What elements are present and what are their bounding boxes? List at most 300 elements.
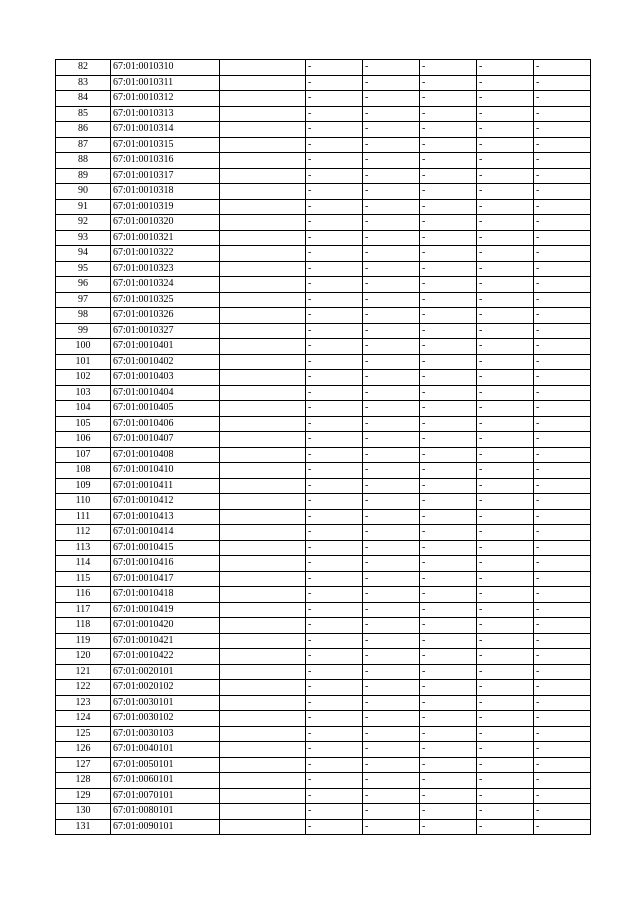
cadastral-number-cell: 67:01:0070101 [111,788,220,804]
row-number-cell: 106 [56,432,111,448]
table-row [56,215,591,231]
value-cell-1: - [306,106,363,122]
table-row [56,261,591,277]
value-cell-2: - [363,401,420,417]
blank-cell [220,819,306,835]
value-cell-4: - [477,323,534,339]
value-cell-4: - [477,339,534,355]
table-row [56,199,591,215]
value-cell-4: - [477,199,534,215]
row-number-cell: 121 [56,664,111,680]
value-cell-2: - [363,354,420,370]
value-cell-4: - [477,261,534,277]
blank-cell [220,91,306,107]
value-cell-1: - [306,788,363,804]
value-cell-5: - [534,215,591,231]
table-row [56,60,591,76]
table-row [56,556,591,572]
value-cell-1: - [306,323,363,339]
value-cell-2: - [363,540,420,556]
value-cell-2: - [363,168,420,184]
value-cell-5: - [534,664,591,680]
value-cell-4: - [477,788,534,804]
blank-cell [220,711,306,727]
cadastral-number-cell: 67:01:0010314 [111,122,220,138]
value-cell-4: - [477,184,534,200]
cadastral-number-cell: 67:01:0010419 [111,602,220,618]
table-row [56,370,591,386]
value-cell-2: - [363,695,420,711]
value-cell-4: - [477,494,534,510]
value-cell-5: - [534,199,591,215]
value-cell-5: - [534,602,591,618]
row-number-cell: 98 [56,308,111,324]
blank-cell [220,494,306,510]
table-row [56,602,591,618]
cadastral-number-cell: 67:01:0010313 [111,106,220,122]
table-row [56,292,591,308]
value-cell-2: - [363,106,420,122]
blank-cell [220,463,306,479]
value-cell-2: - [363,277,420,293]
value-cell-3: - [420,804,477,820]
blank-cell [220,742,306,758]
value-cell-5: - [534,323,591,339]
table-row [56,680,591,696]
value-cell-2: - [363,137,420,153]
value-cell-3: - [420,60,477,76]
table-row [56,711,591,727]
value-cell-1: - [306,664,363,680]
value-cell-5: - [534,292,591,308]
row-number-cell: 86 [56,122,111,138]
cadastral-number-cell: 67:01:0010410 [111,463,220,479]
value-cell-5: - [534,695,591,711]
table-row [56,308,591,324]
value-cell-2: - [363,788,420,804]
row-number-cell: 123 [56,695,111,711]
row-number-cell: 103 [56,385,111,401]
value-cell-3: - [420,478,477,494]
cadastral-number-cell: 67:01:0020101 [111,664,220,680]
cadastral-number-cell: 67:01:0010318 [111,184,220,200]
row-number-cell: 101 [56,354,111,370]
value-cell-5: - [534,525,591,541]
value-cell-2: - [363,757,420,773]
value-cell-1: - [306,695,363,711]
blank-cell [220,587,306,603]
row-number-cell: 97 [56,292,111,308]
value-cell-1: - [306,60,363,76]
value-cell-5: - [534,246,591,262]
value-cell-2: - [363,184,420,200]
table-row [56,416,591,432]
value-cell-2: - [363,602,420,618]
blank-cell [220,122,306,138]
value-cell-2: - [363,742,420,758]
table-row [56,385,591,401]
blank-cell [220,385,306,401]
row-number-cell: 128 [56,773,111,789]
value-cell-5: - [534,261,591,277]
cadastral-table [55,59,591,835]
cadastral-number-cell: 67:01:0010324 [111,277,220,293]
cadastral-number-cell: 67:01:0010406 [111,416,220,432]
value-cell-4: - [477,354,534,370]
table-row [56,168,591,184]
value-cell-5: - [534,153,591,169]
value-cell-2: - [363,75,420,91]
value-cell-5: - [534,618,591,634]
row-number-cell: 102 [56,370,111,386]
table-row [56,153,591,169]
value-cell-1: - [306,153,363,169]
row-number-cell: 109 [56,478,111,494]
value-cell-5: - [534,401,591,417]
value-cell-1: - [306,168,363,184]
table-row [56,633,591,649]
value-cell-4: - [477,587,534,603]
value-cell-3: - [420,354,477,370]
value-cell-3: - [420,540,477,556]
blank-cell [220,602,306,618]
value-cell-4: - [477,370,534,386]
cadastral-number-cell: 67:01:0010402 [111,354,220,370]
value-cell-4: - [477,649,534,665]
row-number-cell: 87 [56,137,111,153]
cadastral-number-cell: 67:01:0010317 [111,168,220,184]
table-row [56,742,591,758]
value-cell-4: - [477,385,534,401]
value-cell-4: - [477,602,534,618]
value-cell-4: - [477,153,534,169]
value-cell-4: - [477,106,534,122]
value-cell-4: - [477,618,534,634]
value-cell-1: - [306,680,363,696]
row-number-cell: 126 [56,742,111,758]
value-cell-4: - [477,804,534,820]
cadastral-number-cell: 67:01:0010405 [111,401,220,417]
cadastral-number-cell: 67:01:0010312 [111,91,220,107]
value-cell-5: - [534,370,591,386]
row-number-cell: 125 [56,726,111,742]
value-cell-4: - [477,230,534,246]
blank-cell [220,509,306,525]
table-row [56,137,591,153]
value-cell-1: - [306,478,363,494]
value-cell-5: - [534,494,591,510]
blank-cell [220,137,306,153]
row-number-cell: 94 [56,246,111,262]
value-cell-3: - [420,401,477,417]
value-cell-1: - [306,447,363,463]
blank-cell [220,773,306,789]
value-cell-5: - [534,168,591,184]
value-cell-3: - [420,385,477,401]
value-cell-1: - [306,75,363,91]
value-cell-3: - [420,664,477,680]
value-cell-4: - [477,416,534,432]
blank-cell [220,277,306,293]
blank-cell [220,261,306,277]
cadastral-number-cell: 67:01:0010422 [111,649,220,665]
cadastral-number-cell: 67:01:0010416 [111,556,220,572]
value-cell-1: - [306,308,363,324]
blank-cell [220,680,306,696]
table-row [56,494,591,510]
row-number-cell: 82 [56,60,111,76]
value-cell-4: - [477,509,534,525]
value-cell-2: - [363,726,420,742]
value-cell-2: - [363,664,420,680]
value-cell-5: - [534,106,591,122]
value-cell-2: - [363,370,420,386]
value-cell-4: - [477,122,534,138]
blank-cell [220,401,306,417]
cadastral-number-cell: 67:01:0030103 [111,726,220,742]
table-row [56,509,591,525]
row-number-cell: 117 [56,602,111,618]
blank-cell [220,106,306,122]
value-cell-4: - [477,742,534,758]
blank-cell [220,447,306,463]
table-row [56,106,591,122]
value-cell-5: - [534,649,591,665]
cadastral-number-cell: 67:01:0010420 [111,618,220,634]
cadastral-number-cell: 67:01:0080101 [111,804,220,820]
value-cell-4: - [477,215,534,231]
value-cell-4: - [477,463,534,479]
value-cell-2: - [363,292,420,308]
cadastral-number-cell: 67:01:0010316 [111,153,220,169]
table-row [56,571,591,587]
value-cell-5: - [534,680,591,696]
row-number-cell: 113 [56,540,111,556]
table-row [56,664,591,680]
value-cell-4: - [477,246,534,262]
value-cell-1: - [306,742,363,758]
value-cell-1: - [306,773,363,789]
value-cell-3: - [420,370,477,386]
blank-cell [220,153,306,169]
blank-cell [220,215,306,231]
row-number-cell: 116 [56,587,111,603]
blank-cell [220,618,306,634]
row-number-cell: 107 [56,447,111,463]
value-cell-1: - [306,804,363,820]
value-cell-2: - [363,199,420,215]
value-cell-2: - [363,60,420,76]
value-cell-3: - [420,695,477,711]
table-row [56,478,591,494]
value-cell-5: - [534,463,591,479]
value-cell-1: - [306,215,363,231]
value-cell-2: - [363,246,420,262]
value-cell-4: - [477,91,534,107]
blank-cell [220,556,306,572]
value-cell-5: - [534,75,591,91]
value-cell-2: - [363,587,420,603]
value-cell-3: - [420,106,477,122]
table-row [56,587,591,603]
value-cell-3: - [420,184,477,200]
blank-cell [220,804,306,820]
value-cell-3: - [420,199,477,215]
value-cell-3: - [420,246,477,262]
value-cell-1: - [306,602,363,618]
value-cell-1: - [306,230,363,246]
cadastral-table-body [56,60,591,835]
cadastral-number-cell: 67:01:0010404 [111,385,220,401]
value-cell-5: - [534,447,591,463]
value-cell-3: - [420,230,477,246]
value-cell-1: - [306,432,363,448]
cadastral-number-cell: 67:01:0040101 [111,742,220,758]
value-cell-4: - [477,773,534,789]
blank-cell [220,432,306,448]
cadastral-number-cell: 67:01:0010323 [111,261,220,277]
value-cell-5: - [534,571,591,587]
blank-cell [220,354,306,370]
value-cell-3: - [420,308,477,324]
value-cell-2: - [363,323,420,339]
value-cell-3: - [420,153,477,169]
value-cell-2: - [363,649,420,665]
value-cell-5: - [534,540,591,556]
table-row [56,277,591,293]
value-cell-5: - [534,385,591,401]
value-cell-4: - [477,60,534,76]
table-row [56,339,591,355]
cadastral-number-cell: 67:01:0060101 [111,773,220,789]
value-cell-4: - [477,540,534,556]
table-row [56,432,591,448]
value-cell-1: - [306,463,363,479]
value-cell-2: - [363,804,420,820]
table-row [56,401,591,417]
blank-cell [220,525,306,541]
value-cell-5: - [534,509,591,525]
value-cell-4: - [477,75,534,91]
value-cell-1: - [306,277,363,293]
value-cell-4: - [477,633,534,649]
table-row [56,819,591,835]
value-cell-3: - [420,447,477,463]
value-cell-3: - [420,339,477,355]
value-cell-4: - [477,757,534,773]
cadastral-number-cell: 67:01:0010412 [111,494,220,510]
value-cell-2: - [363,571,420,587]
value-cell-1: - [306,91,363,107]
row-number-cell: 114 [56,556,111,572]
cadastral-number-cell: 67:01:0010407 [111,432,220,448]
value-cell-3: - [420,323,477,339]
value-cell-2: - [363,773,420,789]
table-row [56,75,591,91]
value-cell-1: - [306,199,363,215]
row-number-cell: 111 [56,509,111,525]
value-cell-4: - [477,292,534,308]
value-cell-5: - [534,556,591,572]
value-cell-3: - [420,788,477,804]
cadastral-number-cell: 67:01:0010310 [111,60,220,76]
blank-cell [220,323,306,339]
table-row [56,773,591,789]
row-number-cell: 118 [56,618,111,634]
value-cell-1: - [306,401,363,417]
cadastral-number-cell: 67:01:0010413 [111,509,220,525]
cadastral-number-cell: 67:01:0010414 [111,525,220,541]
value-cell-1: - [306,540,363,556]
value-cell-2: - [363,215,420,231]
blank-cell [220,75,306,91]
row-number-cell: 131 [56,819,111,835]
value-cell-3: - [420,168,477,184]
value-cell-5: - [534,339,591,355]
value-cell-5: - [534,819,591,835]
value-cell-5: - [534,711,591,727]
blank-cell [220,633,306,649]
value-cell-4: - [477,556,534,572]
value-cell-3: - [420,463,477,479]
blank-cell [220,788,306,804]
value-cell-2: - [363,385,420,401]
table-row [56,695,591,711]
row-number-cell: 95 [56,261,111,277]
value-cell-2: - [363,618,420,634]
value-cell-3: - [420,587,477,603]
value-cell-4: - [477,571,534,587]
value-cell-1: - [306,137,363,153]
value-cell-3: - [420,742,477,758]
value-cell-3: - [420,277,477,293]
value-cell-2: - [363,680,420,696]
value-cell-5: - [534,587,591,603]
value-cell-4: - [477,277,534,293]
value-cell-2: - [363,91,420,107]
blank-cell [220,649,306,665]
value-cell-1: - [306,587,363,603]
blank-cell [220,664,306,680]
value-cell-2: - [363,230,420,246]
row-number-cell: 96 [56,277,111,293]
value-cell-5: - [534,60,591,76]
row-number-cell: 88 [56,153,111,169]
value-cell-4: - [477,726,534,742]
cadastral-number-cell: 67:01:0090101 [111,819,220,835]
table-row [56,804,591,820]
cadastral-number-cell: 67:01:0010417 [111,571,220,587]
blank-cell [220,308,306,324]
row-number-cell: 129 [56,788,111,804]
table-row [56,525,591,541]
value-cell-4: - [477,401,534,417]
table-row [56,618,591,634]
value-cell-3: - [420,819,477,835]
row-number-cell: 130 [56,804,111,820]
value-cell-4: - [477,680,534,696]
value-cell-3: - [420,137,477,153]
value-cell-3: - [420,261,477,277]
cadastral-number-cell: 67:01:0050101 [111,757,220,773]
row-number-cell: 122 [56,680,111,696]
value-cell-4: - [477,695,534,711]
blank-cell [220,184,306,200]
value-cell-3: - [420,556,477,572]
table-row [56,463,591,479]
cadastral-number-cell: 67:01:0010418 [111,587,220,603]
value-cell-1: - [306,525,363,541]
